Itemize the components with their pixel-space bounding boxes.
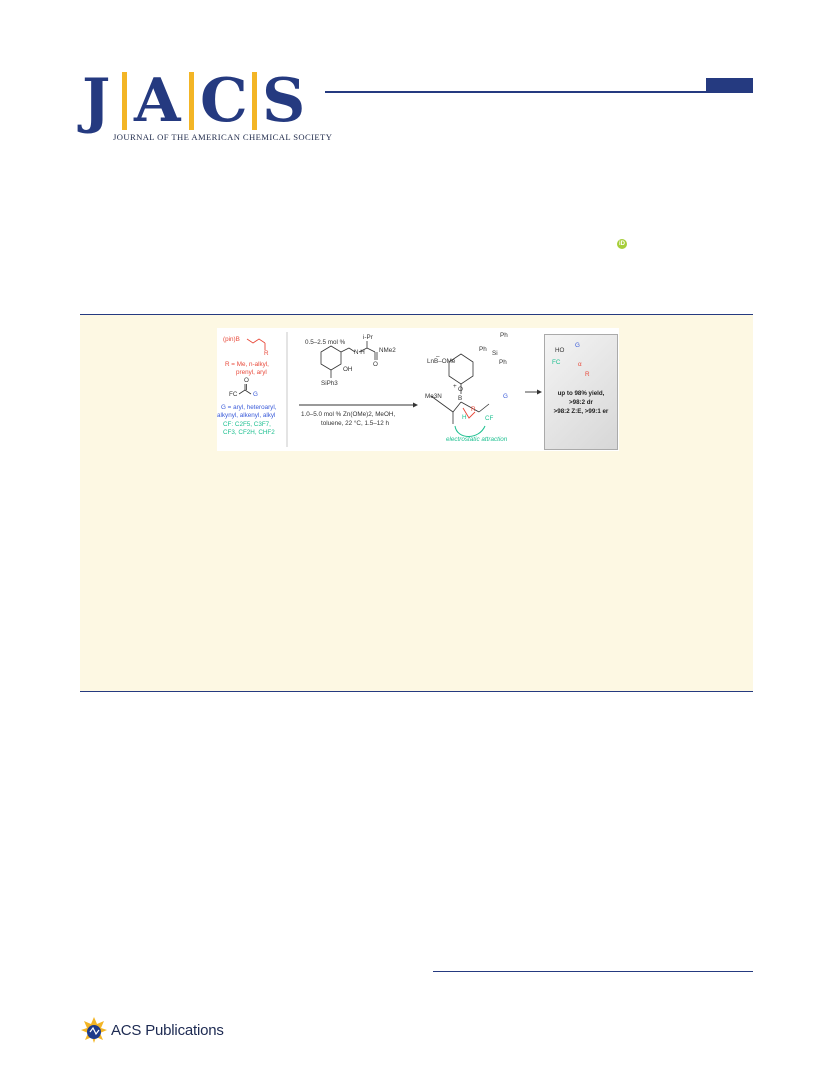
product-fc-label: FC — [552, 359, 561, 366]
ts-o-label: O — [458, 386, 463, 393]
toc-graphic — [217, 328, 619, 451]
footnote-rule — [433, 971, 753, 972]
ketone-g-label: G — [253, 391, 258, 398]
result-yield: up to 98% yield, — [557, 390, 605, 397]
ts-minus-sign: – — [436, 353, 440, 360]
r-groups-line2: prenyl, aryl — [236, 369, 267, 376]
ts-r-label: R — [471, 406, 476, 413]
header-tab — [706, 78, 753, 92]
result-box — [544, 334, 618, 450]
catalyst-loading: 0.5–2.5 mol % — [305, 339, 346, 346]
ts-ph-label: Ph — [499, 359, 507, 366]
abstract-rule-top — [80, 314, 753, 315]
ketone-o-label: O — [244, 377, 249, 384]
r-groups-line1: R = Me, n-alkyl, — [225, 361, 269, 368]
logo-separator — [122, 72, 127, 130]
product-g-label: G — [575, 342, 580, 349]
substrate-r-label: R — [264, 350, 269, 357]
catalyst-nh-label: N H — [354, 349, 365, 356]
ts-ph-label: Ph — [500, 332, 508, 339]
orcid-icon[interactable]: iD — [619, 241, 625, 247]
ts-ph-label: Ph — [479, 346, 487, 353]
catalyst-ipr-label: i-Pr — [363, 334, 373, 341]
cf-groups-line2: CF3, CF2H, CHF2 — [223, 429, 275, 436]
logo-letter-a: A — [134, 66, 181, 136]
product-ho-label: HO — [555, 347, 565, 354]
cf-groups-line1: CF: C2F5, C3F7, — [223, 421, 271, 428]
ts-lnb-label: LnB–OMe — [427, 358, 456, 365]
ketone-fc-label: FC — [229, 391, 238, 398]
ts-me3n-label: Me3N — [425, 393, 442, 400]
publisher-name[interactable]: ACS Publications — [111, 1022, 224, 1039]
abstract-rule-bottom — [80, 691, 753, 692]
g-groups-line1: G = aryl, heteroaryl, — [221, 404, 277, 411]
catalyst-nme2-label: NMe2 — [379, 347, 396, 354]
ts-plus-sign: + — [453, 383, 457, 390]
logo-separator — [189, 72, 194, 130]
logo-letter-s: S — [262, 66, 306, 136]
journal-name: JOURNAL OF THE AMERICAN CHEMICAL SOCIETY — [113, 132, 333, 142]
header-rule — [325, 91, 753, 93]
electrostatic-label: electrostatic attraction — [446, 436, 508, 443]
catalyst-oh-label: OH — [343, 366, 353, 373]
ts-cf-label: CF — [485, 415, 494, 422]
result-dr: >98:2 dr — [569, 399, 593, 406]
ts-g-label: G — [503, 393, 508, 400]
catalyst-siph3-label: SiPh3 — [321, 380, 338, 387]
ts-si-label: Si — [492, 350, 498, 357]
logo-letter-j: J — [82, 66, 111, 136]
product-r-label: R — [585, 371, 590, 378]
product-alpha-label: α — [578, 361, 582, 368]
substrate-boron-label: (pin)B — [223, 336, 240, 343]
conditions-line2: toluene, 22 °C, 1.5–12 h — [321, 420, 389, 427]
acs-logo-icon — [80, 1016, 108, 1044]
g-groups-line2: alkynyl, alkenyl, alkyl — [217, 412, 276, 419]
conditions-line1: 1.0–5.0 mol % Zn(OMe)2, MeOH, — [301, 411, 396, 418]
catalyst-o-label: O — [373, 361, 378, 368]
logo-separator — [252, 72, 257, 130]
ts-b-label: B — [458, 395, 463, 402]
logo-letter-c: C — [200, 66, 248, 136]
result-ze-er: >98:2 Z:E, >99:1 er — [553, 408, 609, 415]
ts-h-label: H — [462, 414, 467, 421]
